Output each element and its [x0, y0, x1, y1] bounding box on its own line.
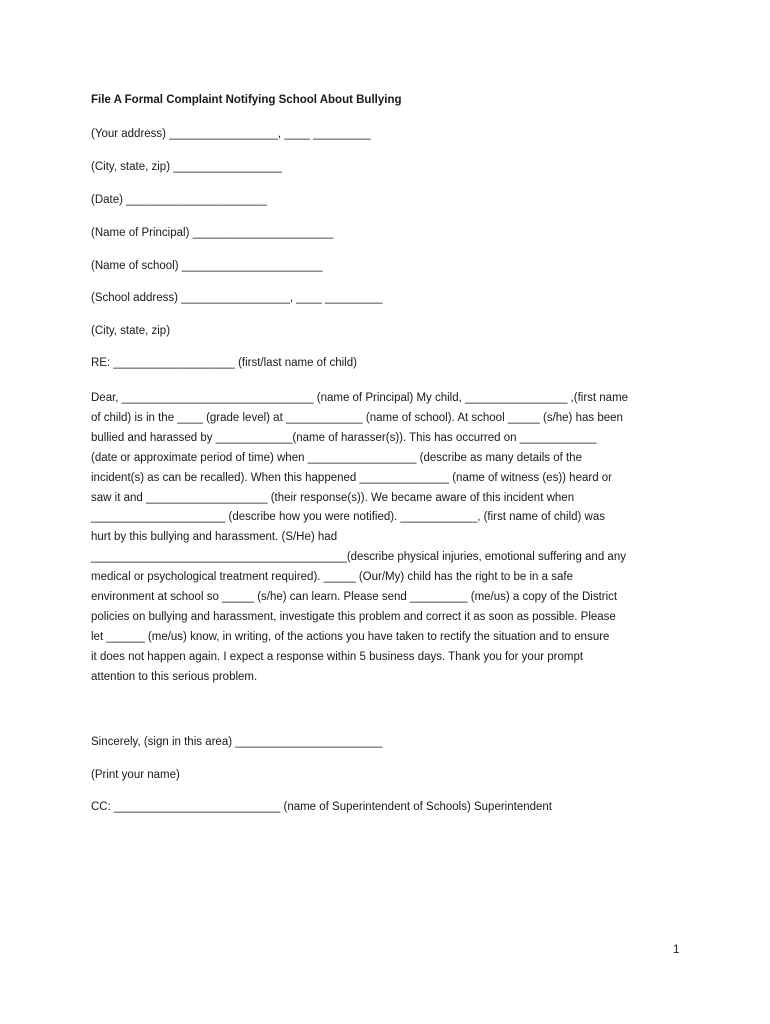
body-line: Dear, ______________________________ (name of Principal) My child, ________________ ,(first name: [91, 392, 629, 404]
cc-line: CC: __________________________ (name of Superintendent of Schools) Superintendent: [91, 801, 552, 813]
print-name-line: (Print your name): [91, 769, 180, 781]
body-line: environment at school so _____ (s/he) can learn. Please send _________ (me/us) a copy of the District: [91, 591, 618, 604]
body-line: hurt by this bullying and harassment. (S/He) had: [91, 531, 338, 544]
body-line: attention to this serious problem.: [91, 670, 258, 683]
body-line: incident(s) as can be recalled). When this happened ______________ (name of witness (es)) heard or: [91, 471, 613, 484]
body-line: (date or approximate period of time) when _________________ (describe as many details of the: [91, 451, 582, 464]
letter-body: [91, 389, 691, 688]
body-line: of child) is in the ____ (grade level) at ____________ (name of school). At school _____ (s/he) has been: [91, 411, 623, 424]
body-line: saw it and ___________________ (their response(s)). We became aware of this incident when: [91, 491, 575, 504]
body-line: bullied and harassed by ____________(name of harasser(s)). This has occurred on ____________: [91, 431, 597, 444]
your-address-line: (Your address) _________________, ____ _________: [91, 128, 371, 140]
school-city-state-zip-line: (City, state, zip): [91, 325, 171, 337]
city-state-zip-line: (City, state, zip) _________________: [91, 161, 282, 173]
page-number: 1: [673, 944, 680, 956]
document-title: File A Formal Complaint Notifying School About Bullying: [91, 94, 402, 106]
school-address-line: (School address) _________________, ____ _________: [91, 292, 383, 304]
body-line: medical or psychological treatment required). _____ (Our/My) child has the right to be in a safe: [91, 571, 573, 584]
date-line: (Date) ______________________: [91, 194, 267, 206]
body-line: let ______ (me/us) know, in writing, of the actions you have taken to rectify the situation and to ensure: [91, 630, 610, 643]
principal-name-line: (Name of Principal) ______________________: [91, 227, 334, 239]
body-line: policies on bullying and harassment, investigate this problem and correct it as soon as possible. Please: [91, 610, 616, 623]
body-line: _____________________ (describe how you were notified). ____________, (first name of child) was: [91, 511, 606, 524]
body-line: it does not happen again. I expect a response within 5 business days. Thank you for your prompt: [91, 650, 584, 663]
re-line: RE: ___________________ (first/last name of child): [91, 357, 357, 369]
school-name-line: (Name of school) ______________________: [91, 260, 323, 272]
body-line: ________________________________________(describe physical injuries, emotional suffering and any: [91, 551, 626, 564]
sincerely-line: Sincerely, (sign in this area) _______________________: [91, 736, 383, 748]
